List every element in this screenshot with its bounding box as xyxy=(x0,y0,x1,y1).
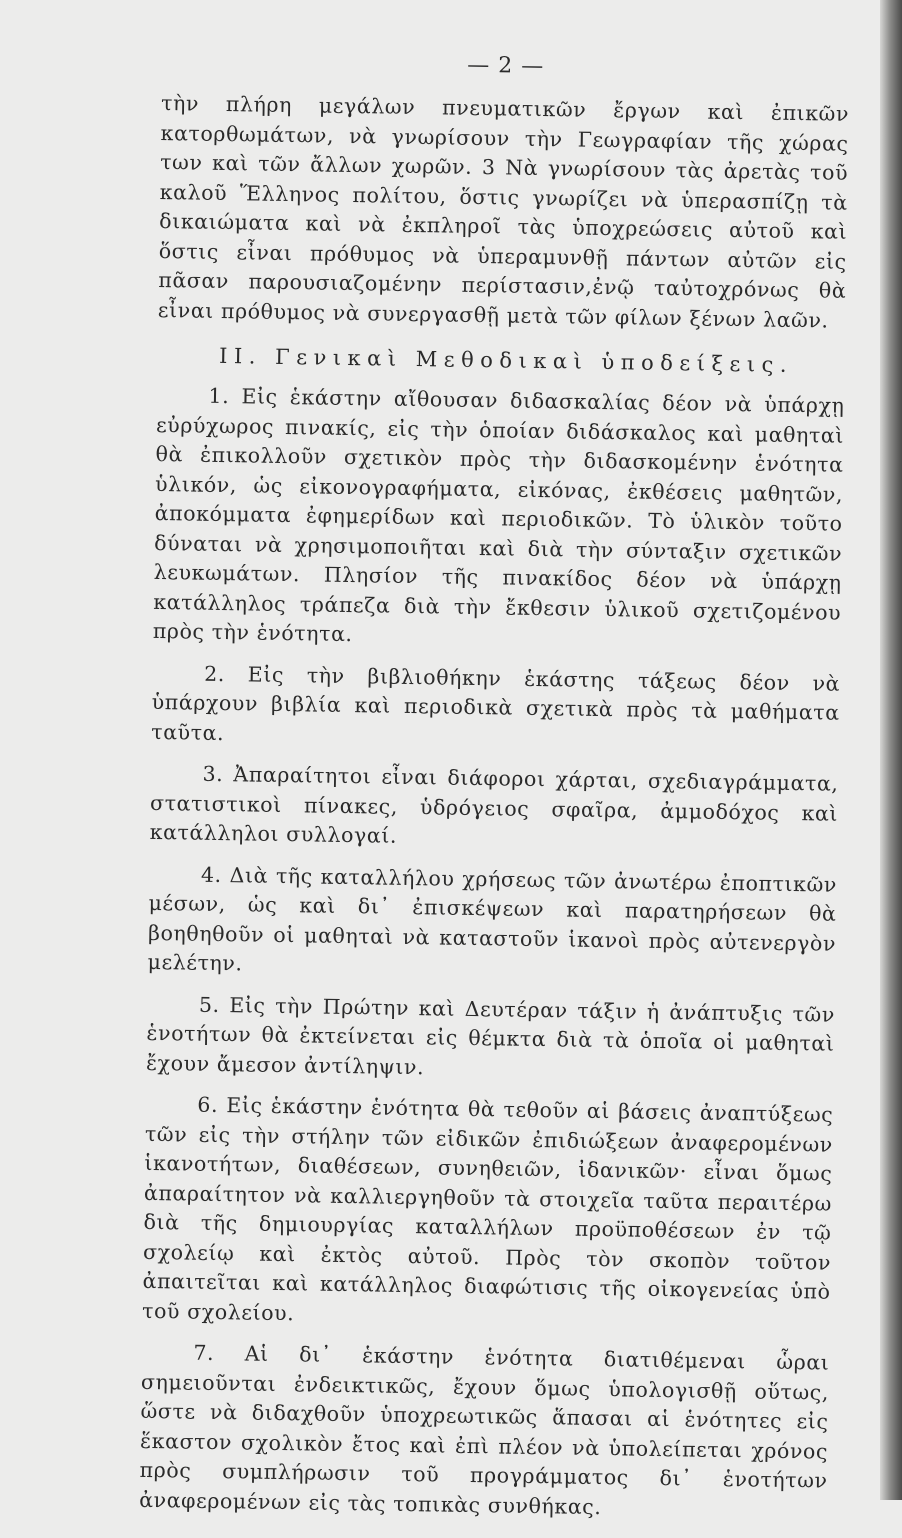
book-binding-edge xyxy=(880,0,902,1500)
list-item-4: 4. Διὰ τῆς καταλλήλου χρήσεως τῶν ἀνωτέρω ἐποπτικῶν μέσων, ὡς καὶ δι᾽ ἐπισκέψεων καὶ παρατηρήσεων θὰ βοηθηθοῦν οἱ μαθηταὶ νὰ καταστοῦν ἱκανοὶ πρὸς αὐτενεργὸν μελέτην. xyxy=(147,862,838,976)
list-item-5: 5. Εἰς τὴν Πρώτην καὶ Δευτέραν τάξιν ἡ ἀνάπτυξις τῶν ἑνοτήτων θὰ ἐκτείνεται εἰς θέμκτα διὰ τὰ ὁποῖα οἱ μαθηταὶ ἔχουν ἄμεσον ἀντίληψιν. xyxy=(145,992,836,1079)
page-number: — 2 — xyxy=(467,52,545,80)
document-page xyxy=(139,48,850,1538)
list-item-7: 7. Αἱ δι᾽ ἑκάστην ἑνότητα διατιθέμεναι ὧραι σημειοῦνται ἐνδεικτικῶς, ἔχουν ὅμως ὑπολογισθῇ οὕτως, ὥστε νὰ διδαχθοῦν ὑποχρεωτικῶς ἅπασαι αἱ ἑνότητες εἰς ἕκαστον σχολικὸν ἔτος καὶ ἐπὶ πλέον νὰ ὑπολείπεται χρόνος πρὸς συμπλήρωσιν τοῦ προγράμματος δι᾽ ἑνοτήτων ἀναφερομένων εἰς τὰς τοπικὰς συνθήκας. xyxy=(139,1340,830,1519)
section-heading: II. Γενικαὶ Μεθοδικαὶ ὑποδείξεις. xyxy=(218,343,794,377)
list-item-6: 6. Εἰς ἑκάστην ἑνότητα θὰ τεθοῦν αἱ βάσεις ἀναπτύξεως τῶν εἰς τὴν στήλην τῶν εἰδικῶν ἐπιδιώξεων ἀναφερομένων ἱκανοτήτων, διαθέσεων, συνηθειῶν, ἰδανικῶν· εἶναι ὅμως ἀπαραίτητον νὰ καλλιεργηθοῦν τὰ στοιχεῖα ταῦτα περαιτέρω διὰ τῆς δημιουργίας καταλλήλων προϋποθέσεων ἐν τῷ σχολείῳ καὶ ἐκτὸς αὐτοῦ. Πρὸς τὸν σκοπὸν τοῦτον ἀπαιτεῖται καὶ κατάλληλος διαφώτισις τῆς οἰκογενείας ὑπὸ τοῦ σχολείου. xyxy=(141,1092,834,1325)
intro-paragraph: τὴν πλήρη μεγάλων πνευματικῶν ἔργων καὶ ἐπικῶν κατορθωμάτων, νὰ γνωρίσουν τὴν Γεωγραφίαν τῆς χώρας των καὶ τῶν ἄλλων χωρῶν. 3 Νὰ γνωρίσουν τὰς ἀρετὰς τοῦ καλοῦ Ἕλληνος πολίτου, ὅστις γνωρίζει νὰ ὑπερασπίζῃ τὰ δικαιώματα καὶ νὰ ἐκπληροῖ τὰς ὑποχρεώσεις αὐτοῦ καὶ ὅστις εἶναι πρόθυμος νὰ ὑπεραμυνθῇ πάντων αὐτῶν εἰς πᾶσαν παρουσιαζομένην περίστασιν,ἐνῷ ταὐτοχρόνως θὰ εἶναι πρόθυμος νὰ συνεργασθῇ μετὰ τῶν φίλων ξένων λαῶν. xyxy=(157,90,850,333)
list-item-1: 1. Εἰς ἑκάστην αἴθουσαν διδασκαλίας δέον νὰ ὑπάρχῃ εὐρύχωρος πινακίς, εἰς τὴν ὁποίαν διδάσκαλος καὶ μαθηταὶ θὰ ἐπικολλοῦν σχετικὸν πρὸς τὴν διδασκομένην ἑνότητα ὑλικόν, ὡς εἰκονογραφήματα, εἰκόνας, ἐκθέσεις μαθητῶν, ἀποκόμματα ἐφημερίδων καὶ περιοδικῶν. Τὸ ὑλικὸν τοῦτο δύναται νὰ χρησιμοποιῆται καὶ διὰ τὴν σύνταξιν σχετικῶν λευκωμάτων. Πλησίον τῆς πινακίδος δέον νὰ ὑπάρχῃ κατάλληλος τράπεζα διὰ τὴν ἔκθεσιν ὑλικοῦ σχετιζομένου πρὸς τὴν ἑνότητα. xyxy=(152,383,845,647)
list-item-2: 2. Εἰς τὴν βιβλιοθήκην ἑκάστης τάξεως δέον νὰ ὑπάρχουν βιβλία καὶ περιοδικὰ σχετικὰ πρὸς τὰ μαθήματα ταῦτα. xyxy=(151,661,841,745)
list-item-3: 3. Ἀπαραίτητοι εἶναι διάφοροι χάρται, σχεδιαγράμματα, στατιστικοὶ πίνακες, ὑδρόγειος σφαῖρα, ἀμμοδόχος καὶ κατάλληλοι συλλογαί. xyxy=(149,761,839,848)
